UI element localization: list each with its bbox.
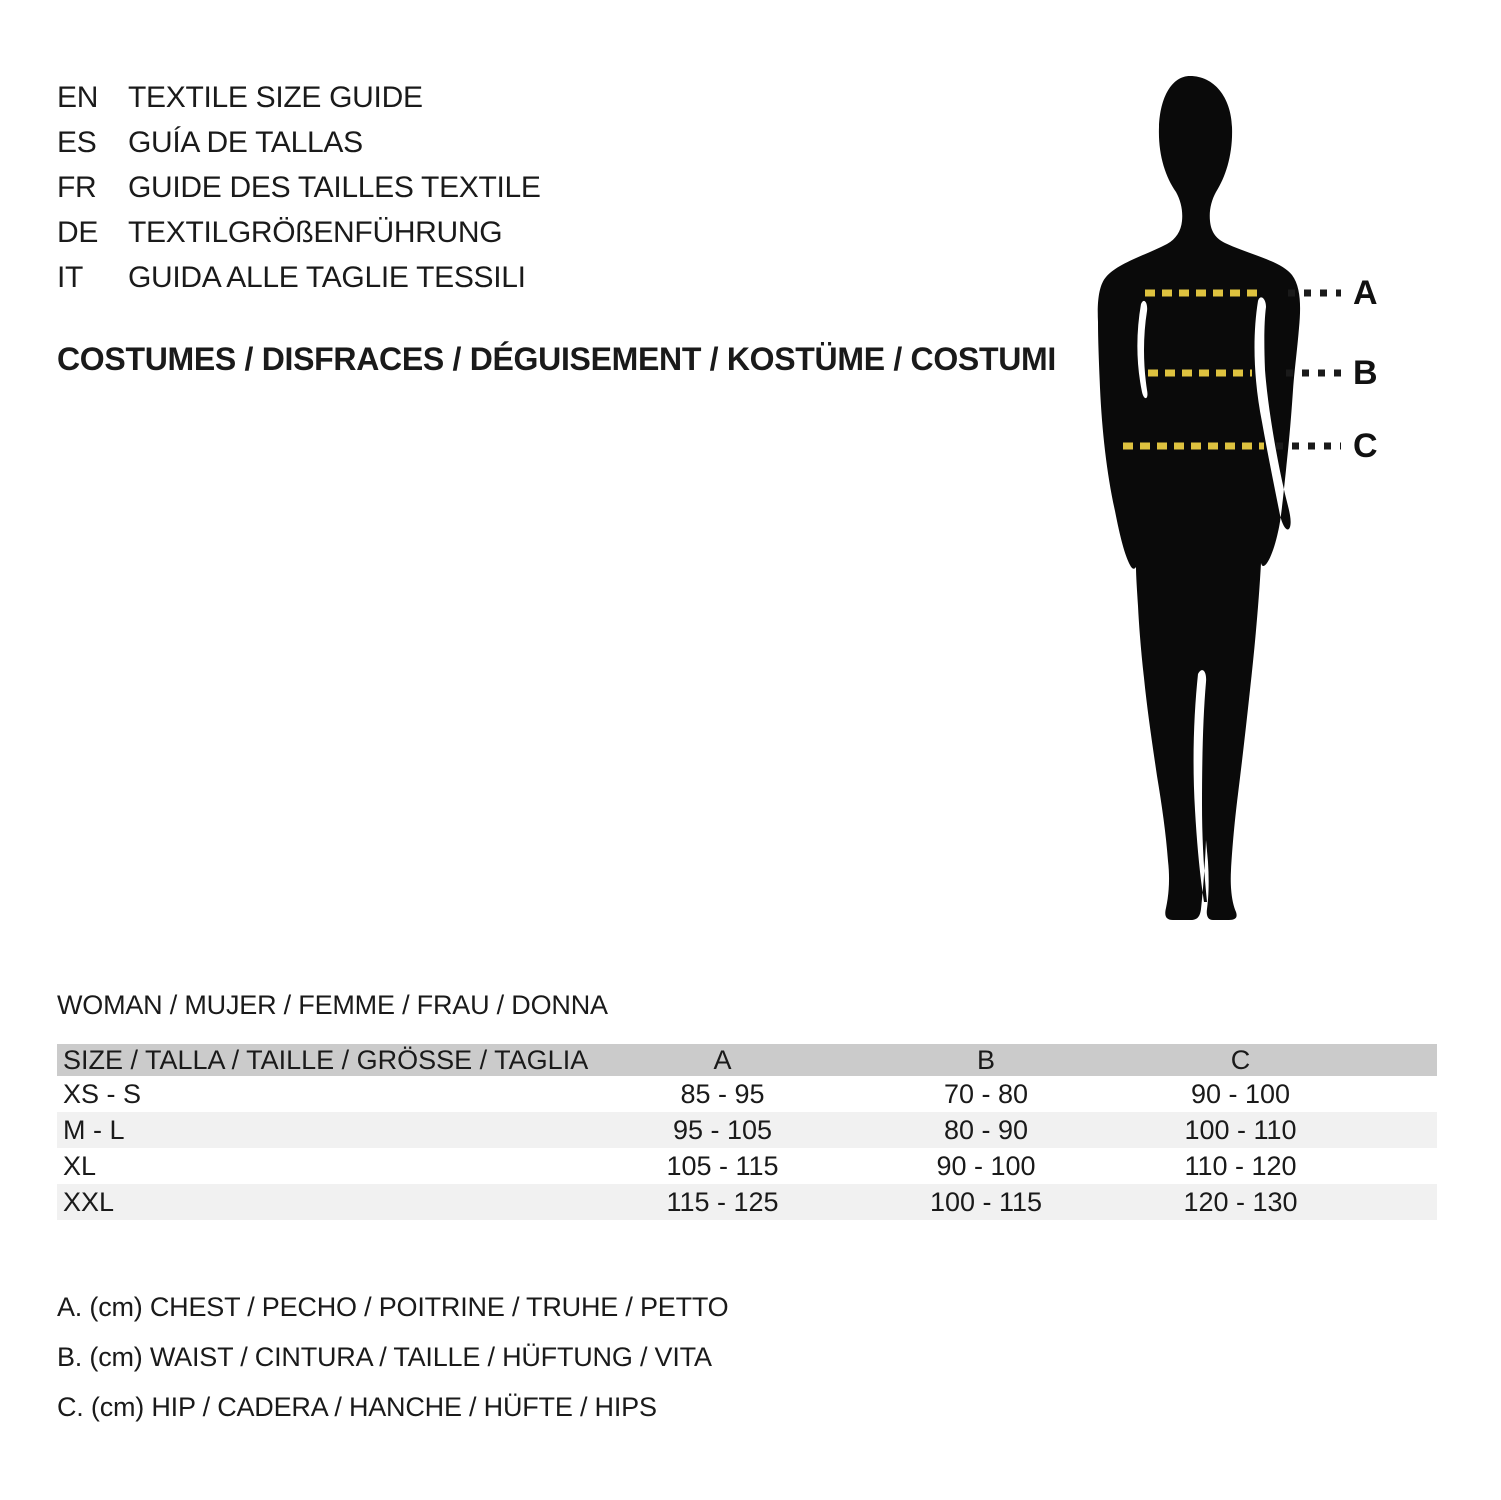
- woman-silhouette-figure: [1060, 70, 1400, 930]
- language-list: [57, 75, 541, 300]
- table-row: [57, 1112, 1437, 1148]
- language-label: TEXTILE SIZE GUIDE: [128, 80, 423, 114]
- language-code: FR: [57, 170, 97, 204]
- chest-range-cell: 105 - 115: [666, 1150, 779, 1181]
- language-label: TEXTILGRÖßENFÜHRUNG: [128, 215, 503, 249]
- measurement-legend: [57, 1282, 728, 1432]
- category-title: COSTUMES / DISFRACES / DÉGUISEMENT / KOSTÜME / COSTUMI: [57, 341, 1056, 377]
- hip-range-cell: 120 - 130: [1183, 1186, 1298, 1217]
- waist-range-cell: 80 - 90: [943, 1114, 1029, 1145]
- header-col-a: A: [713, 1044, 732, 1075]
- header-size-label: SIZE / TALLA / TAILLE / GRÖSSE / TAGLIA: [63, 1044, 589, 1075]
- hip-range-cell: 100 - 110: [1184, 1114, 1297, 1145]
- language-row: [57, 165, 541, 210]
- language-row: [57, 210, 541, 255]
- table-header-row: [57, 1044, 1437, 1076]
- language-label: GUÍA DE TALLAS: [128, 125, 363, 159]
- waist-range-cell: 90 - 100: [936, 1150, 1036, 1181]
- measure-label-b: B: [1353, 354, 1378, 392]
- woman-silhouette: [1098, 76, 1300, 920]
- size-figure: [1060, 70, 1400, 930]
- language-code: DE: [57, 215, 99, 249]
- chest-range-cell: 95 - 105: [672, 1114, 773, 1145]
- header-col-b: B: [976, 1044, 995, 1075]
- waist-range-cell: 100 - 115: [929, 1186, 1043, 1217]
- legend-hip: C. (cm) HIP / CADERA / HANCHE / HÜFTE / HIPS: [57, 1392, 657, 1422]
- language-row: [57, 120, 541, 165]
- chest-range-cell: 85 - 95: [680, 1078, 765, 1109]
- language-code: EN: [57, 80, 99, 114]
- size-cell: M - L: [63, 1114, 125, 1145]
- hip-range-cell: 90 - 100: [1190, 1078, 1291, 1109]
- legend-waist: B. (cm) WAIST / CINTURA / TAILLE / HÜFTUNG / VITA: [57, 1342, 712, 1372]
- section-title-woman: WOMAN / MUJER / FEMME / FRAU / DONNA: [57, 990, 608, 1020]
- size-table: [57, 1044, 1437, 1220]
- language-row: [57, 75, 541, 120]
- measure-label-c: C: [1353, 427, 1378, 465]
- language-code: ES: [57, 125, 97, 159]
- hip-range-cell: 110 - 120: [1184, 1150, 1297, 1181]
- size-cell: XXL: [63, 1186, 115, 1217]
- measure-label-a: A: [1353, 274, 1378, 312]
- legend-chest: A. (cm) CHEST / PECHO / POITRINE / TRUHE / PETTO: [57, 1292, 729, 1322]
- language-label: GUIDE DES TAILLES TEXTILE: [128, 170, 541, 204]
- table-row: [57, 1148, 1437, 1184]
- size-cell: XL: [63, 1150, 97, 1181]
- waist-range-cell: 70 - 80: [943, 1078, 1029, 1109]
- language-code: IT: [57, 260, 84, 294]
- chest-range-cell: 115 - 125: [666, 1186, 779, 1217]
- language-label: GUIDA ALLE TAGLIE TESSILI: [128, 260, 526, 294]
- header-col-c: C: [1230, 1044, 1251, 1075]
- language-row: [57, 255, 541, 300]
- table-row: [57, 1076, 1437, 1112]
- size-cell: XS - S: [63, 1078, 142, 1109]
- table-row: [57, 1184, 1437, 1220]
